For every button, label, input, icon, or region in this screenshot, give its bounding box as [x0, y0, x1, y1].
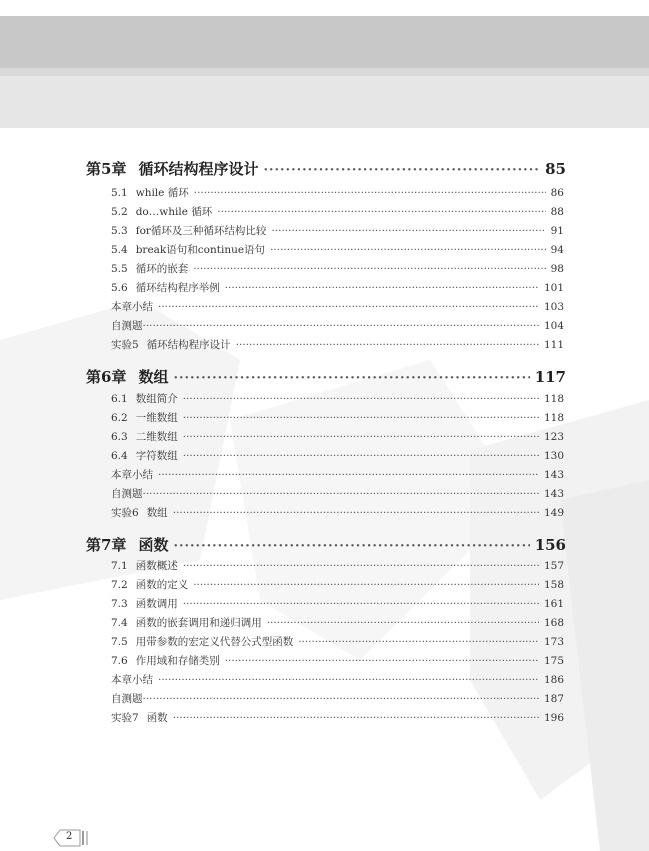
section-page: 94: [550, 244, 564, 256]
section-row[interactable]: [111, 505, 564, 520]
leader-dots: [236, 339, 539, 351]
chapter-title: 数组: [138, 368, 169, 386]
section-row[interactable]: [111, 242, 564, 257]
leader-dots: [158, 469, 539, 481]
section-row[interactable]: [111, 672, 564, 687]
section-number: 6.4: [111, 450, 128, 462]
section-number: 6.2: [111, 412, 128, 424]
leader-dots: [225, 282, 539, 294]
section-page: 187: [543, 693, 564, 705]
leader-dots: [173, 539, 529, 554]
section-page: 123: [543, 431, 564, 443]
section-page: 101: [543, 282, 564, 294]
chapter-number: 第5章: [86, 160, 127, 178]
section-number: 5.1: [111, 187, 128, 199]
section-title: 循环结构程序举例: [135, 282, 220, 294]
section-title: 函数: [146, 712, 168, 724]
section-title: 循环的嵌套: [135, 263, 189, 275]
leader-dots: [183, 450, 539, 462]
section-page: 98: [550, 263, 564, 275]
section-title: 自测题: [111, 693, 143, 705]
leader-dots: [193, 579, 539, 591]
section-row[interactable]: [111, 223, 564, 238]
section-row[interactable]: [111, 204, 564, 219]
section-page: 186: [543, 674, 564, 686]
section-title: 函数调用: [135, 598, 178, 610]
section-title: do…while 循环: [135, 206, 213, 218]
section-number: 7.5: [111, 636, 128, 648]
section-row[interactable]: [111, 185, 564, 200]
section-number: 5.4: [111, 244, 128, 256]
section-row[interactable]: [111, 337, 564, 352]
leader-dots: [183, 412, 539, 424]
section-number: 实验5: [111, 339, 139, 351]
section-title: 本章小结: [111, 301, 153, 313]
chapter-page: 85: [545, 160, 566, 178]
chapter-page: 117: [534, 368, 566, 386]
section-row[interactable]: [111, 261, 564, 276]
leader-dots: [263, 163, 540, 178]
section-number: 6.3: [111, 431, 128, 443]
chapter-title: 函数: [138, 536, 169, 554]
section-number: 6.1: [111, 393, 128, 405]
leader-dots: [298, 636, 539, 648]
section-number: 5.3: [111, 225, 128, 237]
section-page: 91: [550, 225, 564, 237]
leader-dots: [183, 598, 539, 610]
leader-dots: [183, 560, 539, 572]
section-row[interactable]: [111, 391, 564, 406]
section-row[interactable]: [111, 429, 564, 444]
section-row[interactable]: [111, 577, 564, 592]
section-row[interactable]: [111, 558, 564, 573]
section-title: 自测题: [111, 488, 143, 500]
section-row[interactable]: [111, 691, 564, 706]
leader-dots: [271, 225, 545, 237]
section-title: 本章小结: [111, 674, 153, 686]
section-title: 用带参数的宏定义代替公式型函数: [135, 636, 294, 648]
section-title: 函数概述: [135, 560, 178, 572]
section-number: 5.6: [111, 282, 128, 294]
section-page: 103: [543, 301, 564, 313]
section-row[interactable]: [111, 299, 564, 314]
section-page: 157: [543, 560, 564, 572]
leader-dots: [173, 712, 539, 724]
section-title: 一维数组: [135, 412, 178, 424]
section-page: 86: [550, 187, 564, 199]
section-page: 175: [543, 655, 564, 667]
section-page: 130: [543, 450, 564, 462]
leader-dots: [173, 371, 529, 386]
chapter-number: 第6章: [86, 368, 127, 386]
section-page: 104: [543, 320, 564, 332]
section-title: 数组: [146, 507, 168, 519]
section-row[interactable]: [111, 615, 564, 630]
leader-dots: [158, 301, 539, 313]
leader-dots: [193, 263, 545, 275]
leader-dots: [143, 488, 539, 500]
section-title: 自测题: [111, 320, 143, 332]
leader-dots: [194, 187, 546, 199]
section-row[interactable]: [111, 596, 564, 611]
section-row[interactable]: [111, 634, 564, 649]
section-page: 161: [543, 598, 564, 610]
section-number: 5.2: [111, 206, 128, 218]
section-row[interactable]: [111, 410, 564, 425]
leader-dots: [143, 320, 539, 332]
page-number: 2: [66, 831, 73, 842]
leader-dots: [217, 206, 545, 218]
section-row[interactable]: [111, 710, 564, 725]
section-number: 实验7: [111, 712, 139, 724]
section-number: 7.1: [111, 560, 128, 572]
chapter-number: 第7章: [86, 536, 127, 554]
chapter-page: 156: [534, 536, 566, 554]
section-title: 函数的定义: [135, 579, 189, 591]
section-page: 143: [543, 469, 564, 481]
section-number: 7.2: [111, 579, 128, 591]
section-title: break语句和continue语句: [135, 244, 266, 256]
section-row[interactable]: [111, 448, 564, 463]
section-row[interactable]: [111, 486, 564, 501]
section-page: 196: [543, 712, 564, 724]
section-page: 173: [543, 636, 564, 648]
section-title: 本章小结: [111, 469, 153, 481]
leader-dots: [183, 393, 539, 405]
section-page: 118: [543, 412, 564, 424]
leader-dots: [183, 431, 539, 443]
chapter-row[interactable]: [86, 158, 566, 179]
section-page: 118: [543, 393, 564, 405]
section-number: 5.5: [111, 263, 128, 275]
leader-dots: [173, 507, 539, 519]
section-title: 作用域和存储类别: [135, 655, 220, 667]
section-page: 143: [543, 488, 564, 500]
section-row[interactable]: [111, 318, 564, 333]
section-number: 7.3: [111, 598, 128, 610]
chapter-title: 循环结构程序设计: [138, 160, 259, 178]
section-page: 88: [550, 206, 564, 218]
leader-dots: [143, 693, 539, 705]
section-title: 循环结构程序设计: [146, 339, 231, 351]
section-number: 实验6: [111, 507, 139, 519]
section-row[interactable]: [111, 280, 564, 295]
section-title: 二维数组: [135, 431, 178, 443]
section-row[interactable]: [111, 467, 564, 482]
section-page: 111: [543, 339, 564, 351]
section-page: 158: [543, 579, 564, 591]
leader-dots: [270, 244, 546, 256]
leader-dots: [267, 617, 539, 629]
section-title: 数组简介: [135, 393, 178, 405]
section-number: 7.6: [111, 655, 128, 667]
section-title: while 循环: [135, 187, 189, 199]
chapter-row[interactable]: [86, 534, 566, 555]
section-title: for循环及三种循环结构比较: [135, 225, 267, 237]
section-number: 7.4: [111, 617, 128, 629]
section-page: 149: [543, 507, 564, 519]
chapter-row[interactable]: [86, 366, 566, 387]
section-row[interactable]: [111, 653, 564, 668]
section-page: 168: [543, 617, 564, 629]
section-title: 函数的嵌套调用和递归调用: [135, 617, 262, 629]
section-title: 字符数组: [135, 450, 178, 462]
leader-dots: [225, 655, 539, 667]
leader-dots: [158, 674, 539, 686]
